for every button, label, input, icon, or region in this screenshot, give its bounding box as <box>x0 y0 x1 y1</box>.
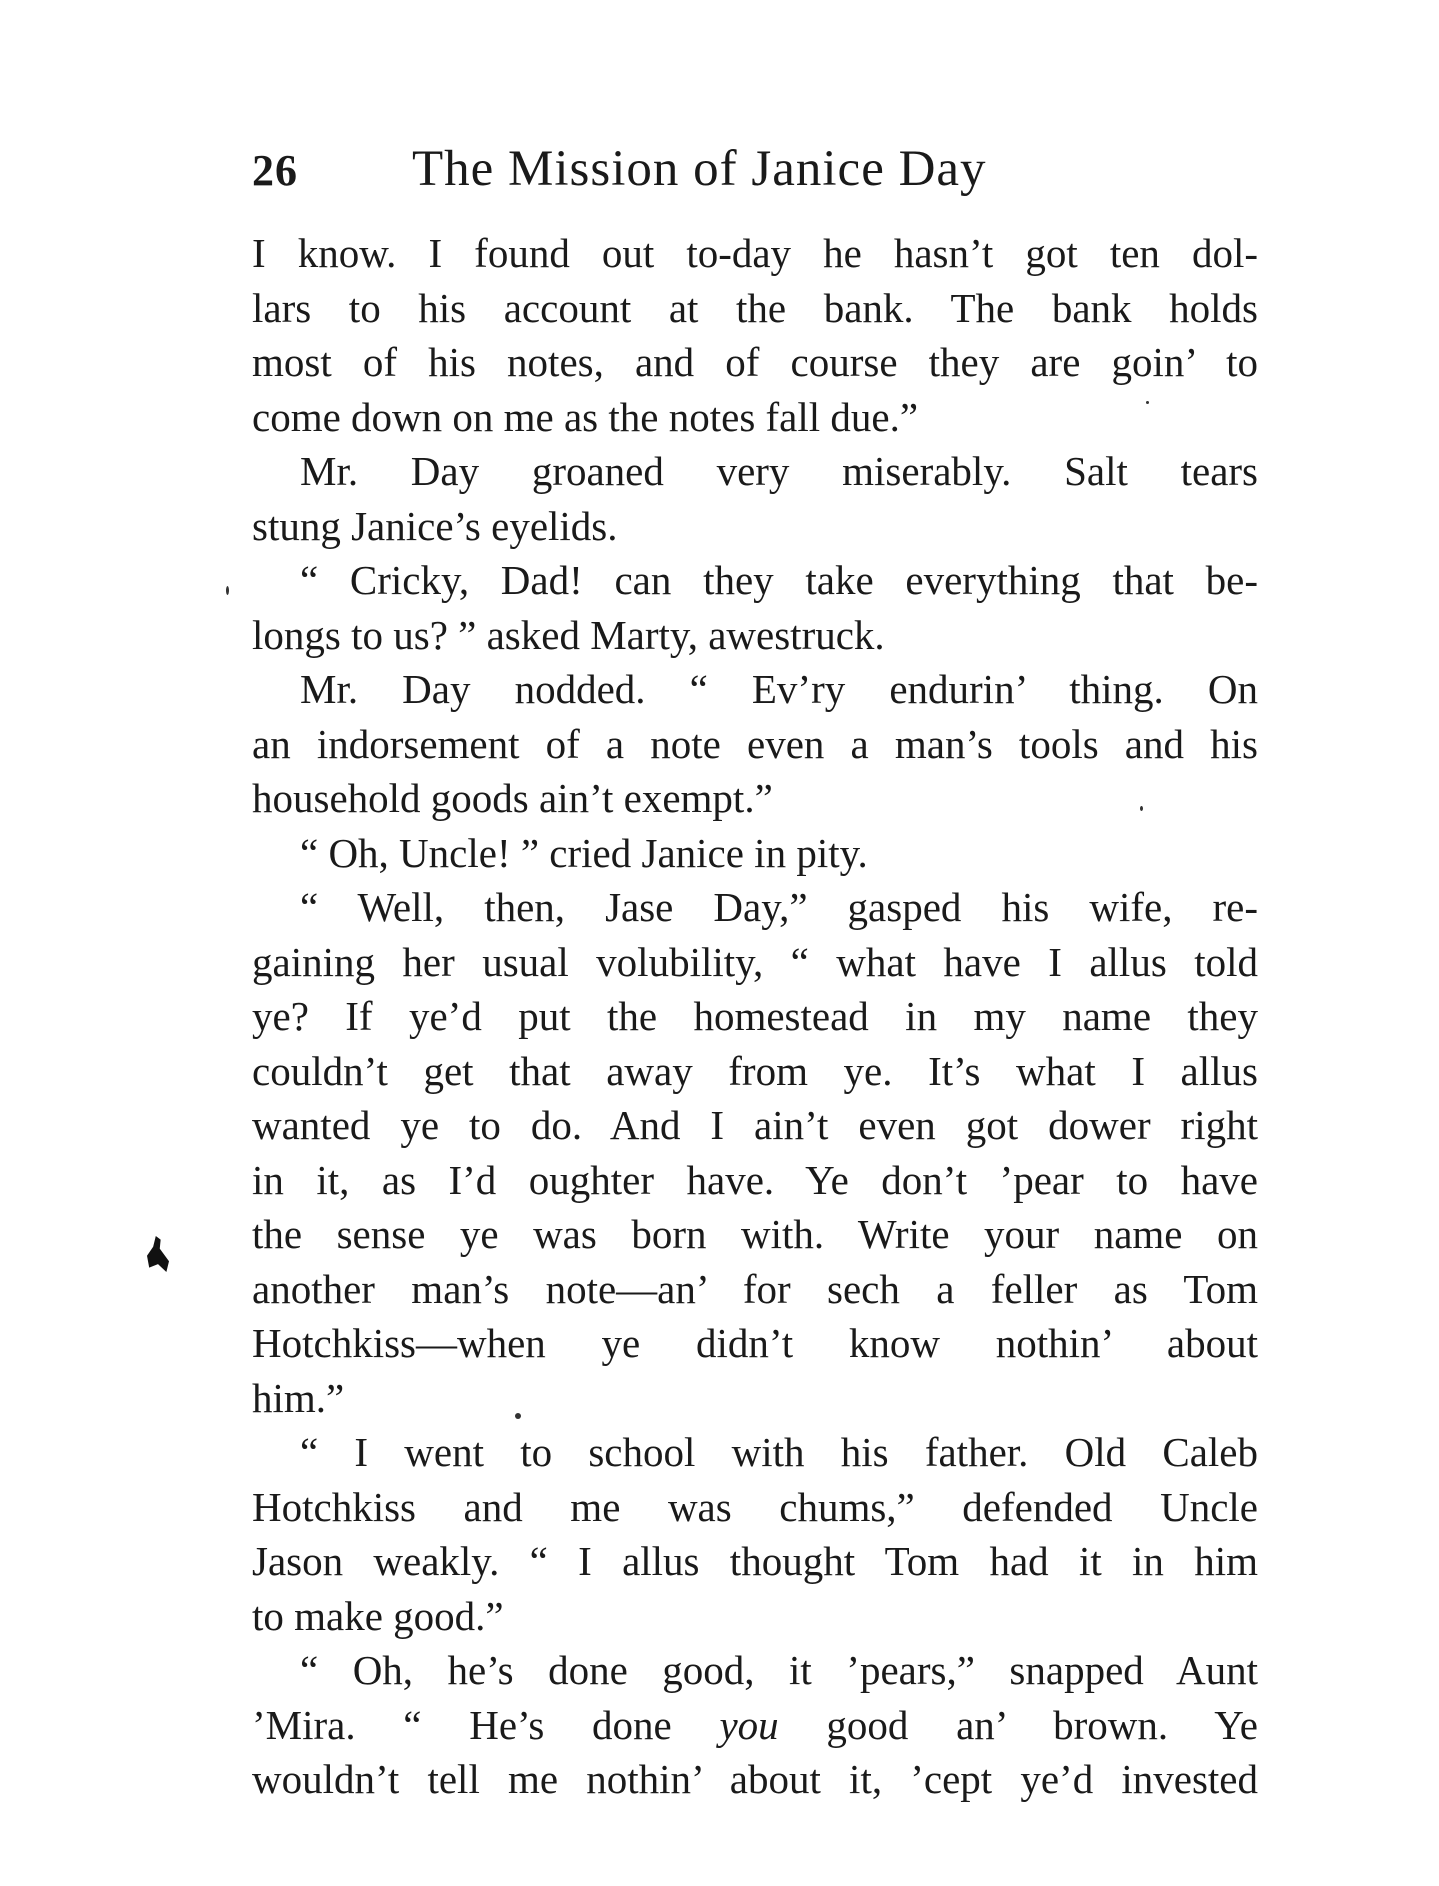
text-line: “ Oh, Uncle! ” cried Janice in pity. <box>300 829 868 876</box>
text-line: Hotchkiss and me was chums,” defended Uncle <box>252 1483 1258 1530</box>
paper-speck <box>226 586 229 595</box>
text-line: gaining her usual volubility, “ what have I allus told <box>252 938 1258 985</box>
text-line: an indorsement of a note even a man’s tools and his <box>252 720 1258 767</box>
text-line: ye? If ye’d put the homestead in my name they <box>252 993 1258 1039</box>
text-line: most of his notes, and of course they are goin’ to <box>252 339 1258 385</box>
text-line: Mr. Day nodded. “ Ev’ry endurin’ thing. On <box>300 666 1258 712</box>
book-page <box>252 140 1258 1807</box>
text-line: “ Cricky, Dad! can they take everything that be- <box>300 557 1258 603</box>
italic-word: you <box>719 1701 779 1748</box>
text-line: wouldn’t tell me nothin’ about it, ’cept ye’d invested <box>252 1756 1258 1802</box>
text-line: Mr. Day groaned very miserably. Salt tears <box>300 448 1258 494</box>
text-line: lars to his account at the bank. The bank holds <box>252 284 1258 331</box>
text-line: longs to us? ” asked Marty, awestruck. <box>252 611 885 658</box>
page-header <box>252 140 1258 212</box>
text-line: come down on me as the notes fall due.” <box>252 393 919 440</box>
running-title: The Mission of Janice Day <box>412 141 987 197</box>
text-segment: good an’ brown. Ye <box>826 1701 1258 1748</box>
text-line: wanted ye to do. And I ain’t even got dower right <box>252 1102 1258 1148</box>
text-segment: ’Mira. “ He’s done <box>252 1701 672 1748</box>
text-line: “ Well, then, Jase Day,” gasped his wife, re- <box>300 884 1258 930</box>
paper-speck <box>1140 806 1143 811</box>
text-line-with-italic <box>252 1698 1258 1753</box>
text-line: “ Oh, he’s done good, it ’pears,” snapped Aunt <box>300 1647 1258 1693</box>
ink-blot <box>147 1236 169 1272</box>
page-body <box>252 226 1258 1807</box>
text-line: couldn’t get that away from ye. It’s what I allus <box>252 1047 1258 1094</box>
paper-speck <box>1146 401 1149 404</box>
text-line: to make good.” <box>252 1592 504 1639</box>
text-line: I know. I found out to-day he hasn’t got ten dol- <box>252 230 1258 276</box>
page-number: 26 <box>252 146 298 195</box>
text-line: Hotchkiss—when ye didn’t know nothin’ about <box>252 1320 1258 1366</box>
text-line: the sense ye was born with. Write your name on <box>252 1211 1258 1257</box>
text-line: Jason weakly. “ I allus thought Tom had it in him <box>252 1538 1258 1584</box>
text-line: household goods ain’t exempt.” <box>252 775 773 821</box>
text-line: another man’s note—an’ for sech a feller as Tom <box>252 1265 1258 1312</box>
text-line: stung Janice’s eyelids. <box>252 502 618 549</box>
text-line: “ I went to school with his father. Old Caleb <box>300 1429 1258 1475</box>
text-line: him.” <box>252 1374 345 1421</box>
text-line: in it, as I’d oughter have. Ye don’t ’pear to have <box>252 1156 1258 1203</box>
paper-speck <box>515 1413 521 1419</box>
